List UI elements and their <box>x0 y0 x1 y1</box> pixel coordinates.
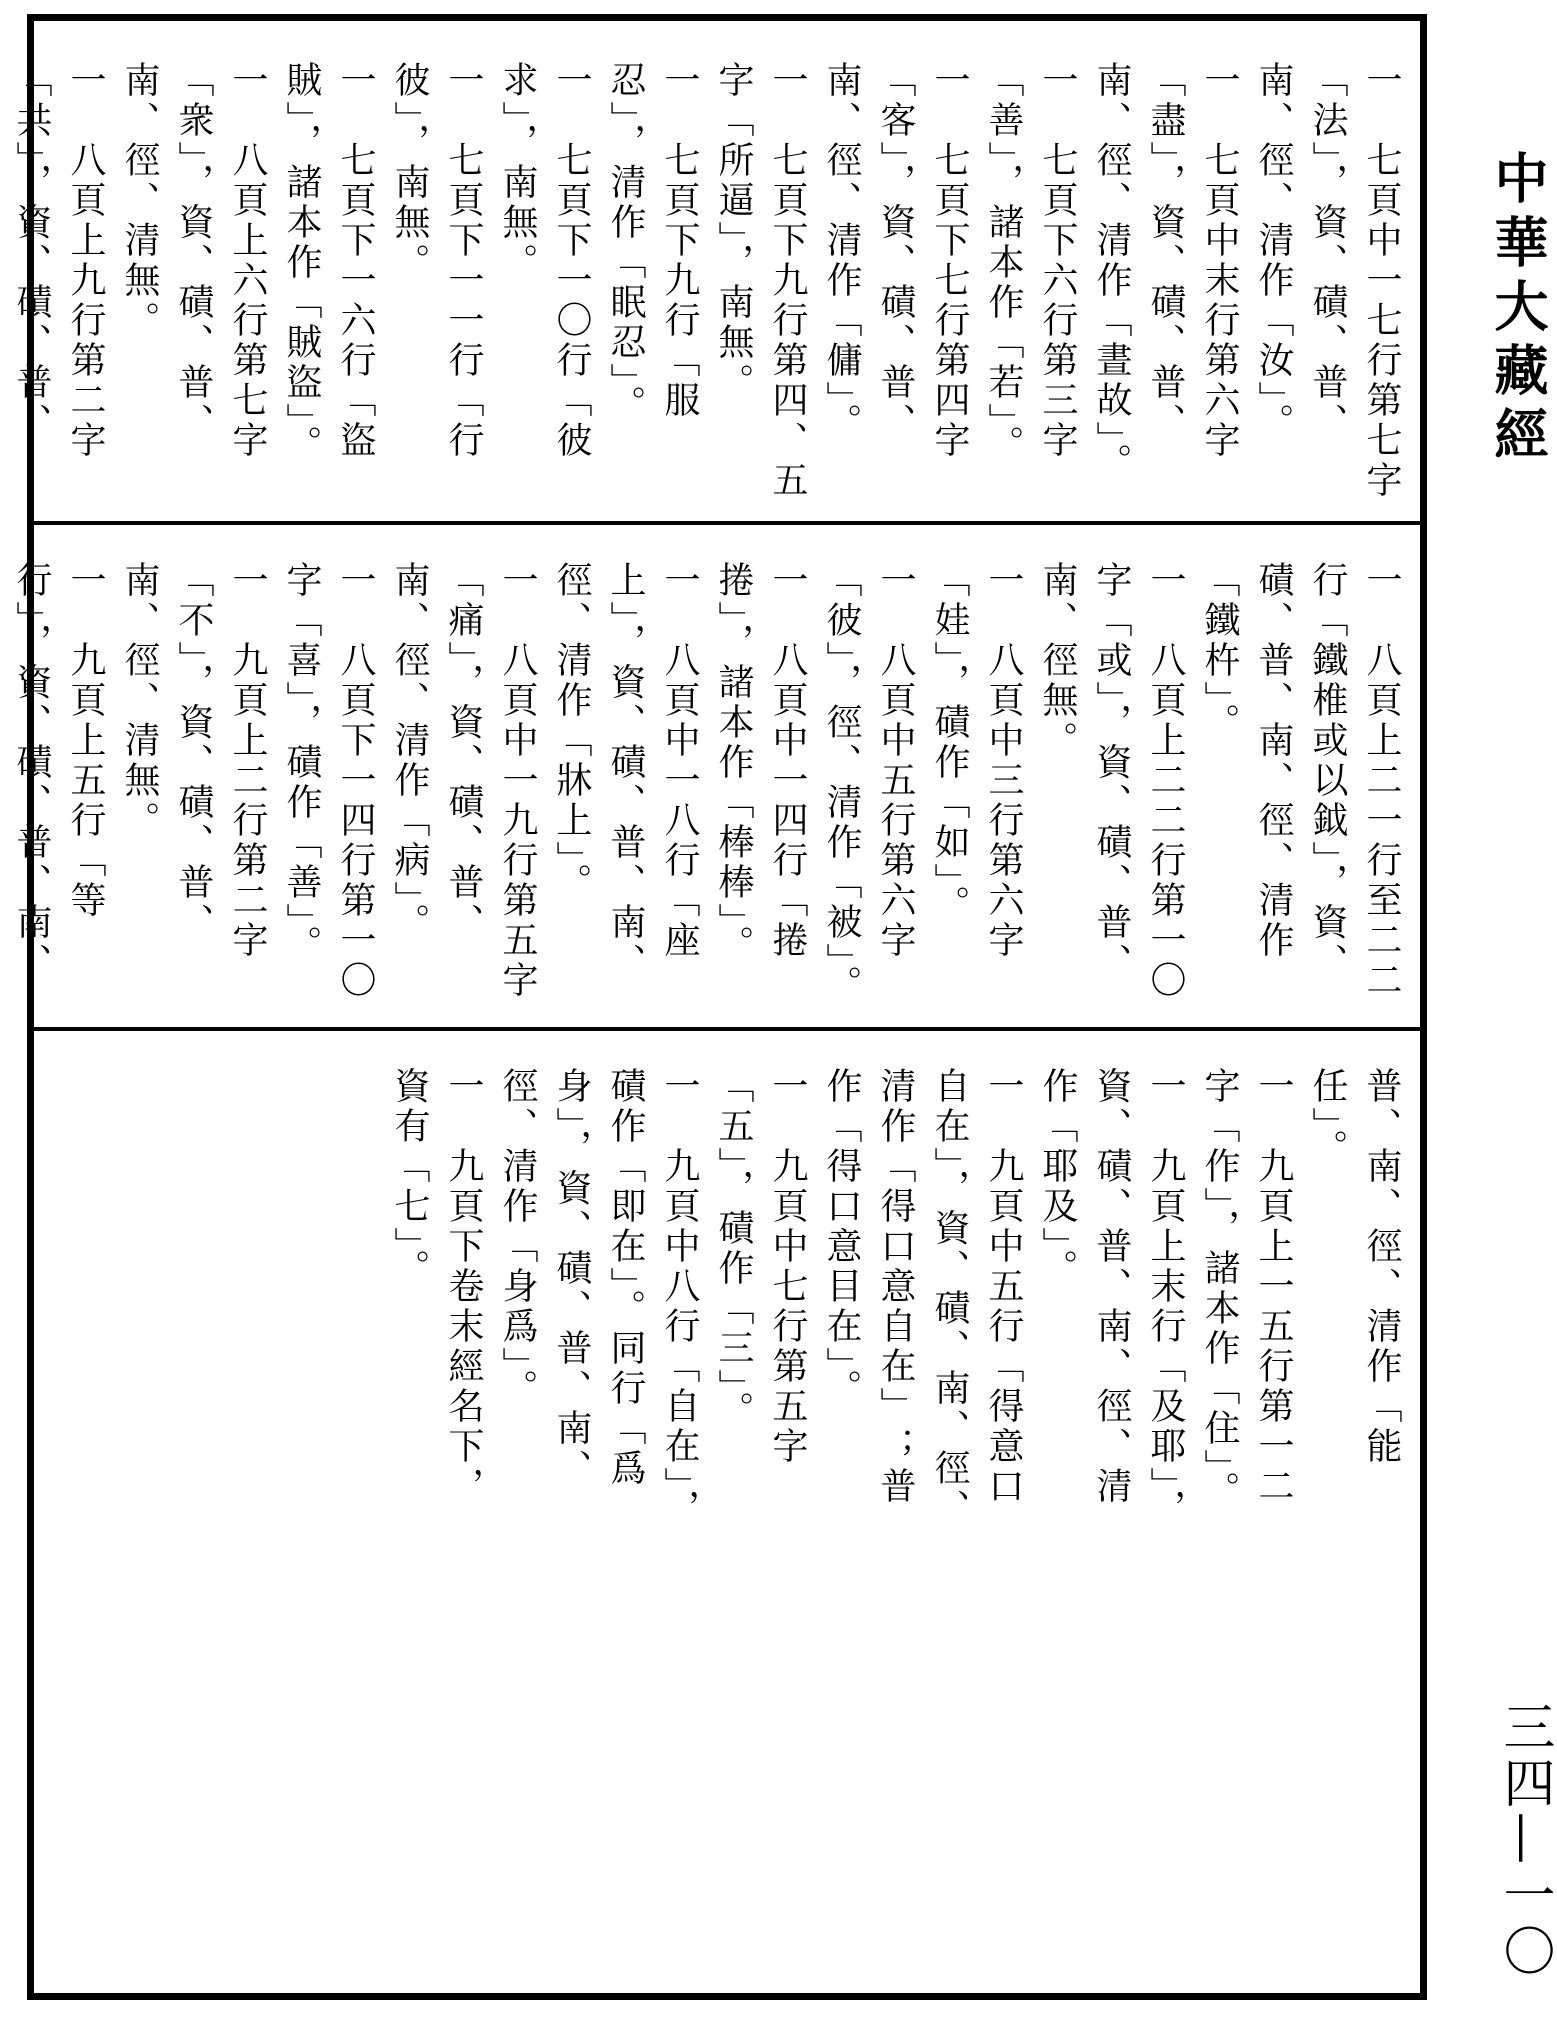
section-divider-2 <box>34 1027 1420 1031</box>
page-frame <box>11 14 1427 2000</box>
collation-note: 一 九頁上末行「及耶」，資、磧、普、南、徑、清作「耶及」。 <box>1037 1067 1186 1529</box>
collation-note: 一 七頁下九行「服忍」，清作「眠忍」。 <box>605 61 700 425</box>
section-divider-1 <box>34 521 1420 525</box>
collation-note: 一 九頁中八行「自在」，磧作「即在」。同行「爲身」，資、磧、普、南、徑、清作「身爲」。 <box>497 1067 700 1529</box>
page-number: 三四—一〇 <box>1494 1700 1554 1980</box>
collation-note: 一 七頁下一六行「盜賊」，諸本作「賊盜」。 <box>281 61 376 465</box>
collation-note: 一 九頁中七行第五字「五」，磧作「三」。 <box>713 1067 808 1467</box>
collation-note: 一 八頁上九行第二字「共」，資、磧、普、 <box>11 61 106 461</box>
collation-note: 普、南、徑、清作「能任」。 <box>1307 1067 1402 1467</box>
collation-note: 一 七頁下一一行「行彼」，南無。 <box>389 61 484 461</box>
collection-title: 中華大藏經 <box>1486 150 1549 470</box>
collation-note: 一 九頁上一五行第一二字「作」，諸本作「住」。 <box>1199 1067 1294 1511</box>
collation-note: 一 八頁中五行第六字「彼」，徑、清作「被」。 <box>821 561 916 1005</box>
section-1-entries <box>0 61 1408 516</box>
collation-note: 一 七頁下七行第四字「客」，資、磧、普、南、徑、清作「傭」。 <box>821 61 970 461</box>
collation-note: 一 九頁中五行「得意口自在」，資、磧、南、徑、清作「得口意自在」；普作「得口意目在」。 <box>821 1067 1024 1529</box>
section-2-entries <box>0 561 1408 1021</box>
section-3-entries <box>382 1067 1408 1537</box>
collation-note: 一 八頁中三行第六字「娃」，磧作「如」。 <box>929 561 1024 961</box>
section-1 <box>11 61 1434 516</box>
collation-note: 一 八頁上二一行至二二行「鐵椎或以鉞」，資、磧、普、南、徑、清作「鐵杵」。 <box>1199 561 1402 1001</box>
collation-note: 一 八頁上六行第七字「衆」，資、磧、普、南、徑、清無。 <box>119 61 268 461</box>
collation-note: 一 九頁下卷末經名下，資有「七」。 <box>389 1067 484 1507</box>
collation-note: 一 七頁中末行第六字「盡」，資、磧、普、南、徑、清作「晝故」。 <box>1091 61 1240 483</box>
collation-note: 一 八頁中一八行「座上」，資、磧、普、南、徑、清作「牀上」。 <box>551 561 700 983</box>
collation-note: 一 八頁下一四行第一〇字「喜」，磧作「善」。 <box>281 561 376 1001</box>
collation-note: 一 七頁下九行第四、五字「所逼」，南無。 <box>713 61 808 501</box>
collation-note: 一 七頁下六行第三字「善」，諸本作「若」。 <box>983 61 1078 465</box>
collation-note: 一 八頁中一四行「捲捲」，諸本作「棒棒」。 <box>713 561 808 965</box>
collation-note: 一 七頁中一七行第七字「法」，資、磧、普、南、徑、清作「汝」。 <box>1253 61 1402 501</box>
collation-note: 一 八頁上二二行第一〇字「或」，資、磧、普、南、徑無。 <box>1037 561 1186 1001</box>
collation-note: 一 九頁上五行「等行」，資、磧、普、南、 <box>11 561 106 983</box>
section-2 <box>11 561 1434 1021</box>
collation-note: 一 九頁上二行第二字「不」，資、磧、普、南、徑、清無。 <box>119 561 268 961</box>
collation-note: 一 八頁中一九行第五字「痛」，資、磧、普、南、徑、清作「病」。 <box>389 561 538 1001</box>
collation-note: 一 七頁下一〇行「彼求」，南無。 <box>497 61 592 461</box>
section-3 <box>114 1067 1434 1537</box>
